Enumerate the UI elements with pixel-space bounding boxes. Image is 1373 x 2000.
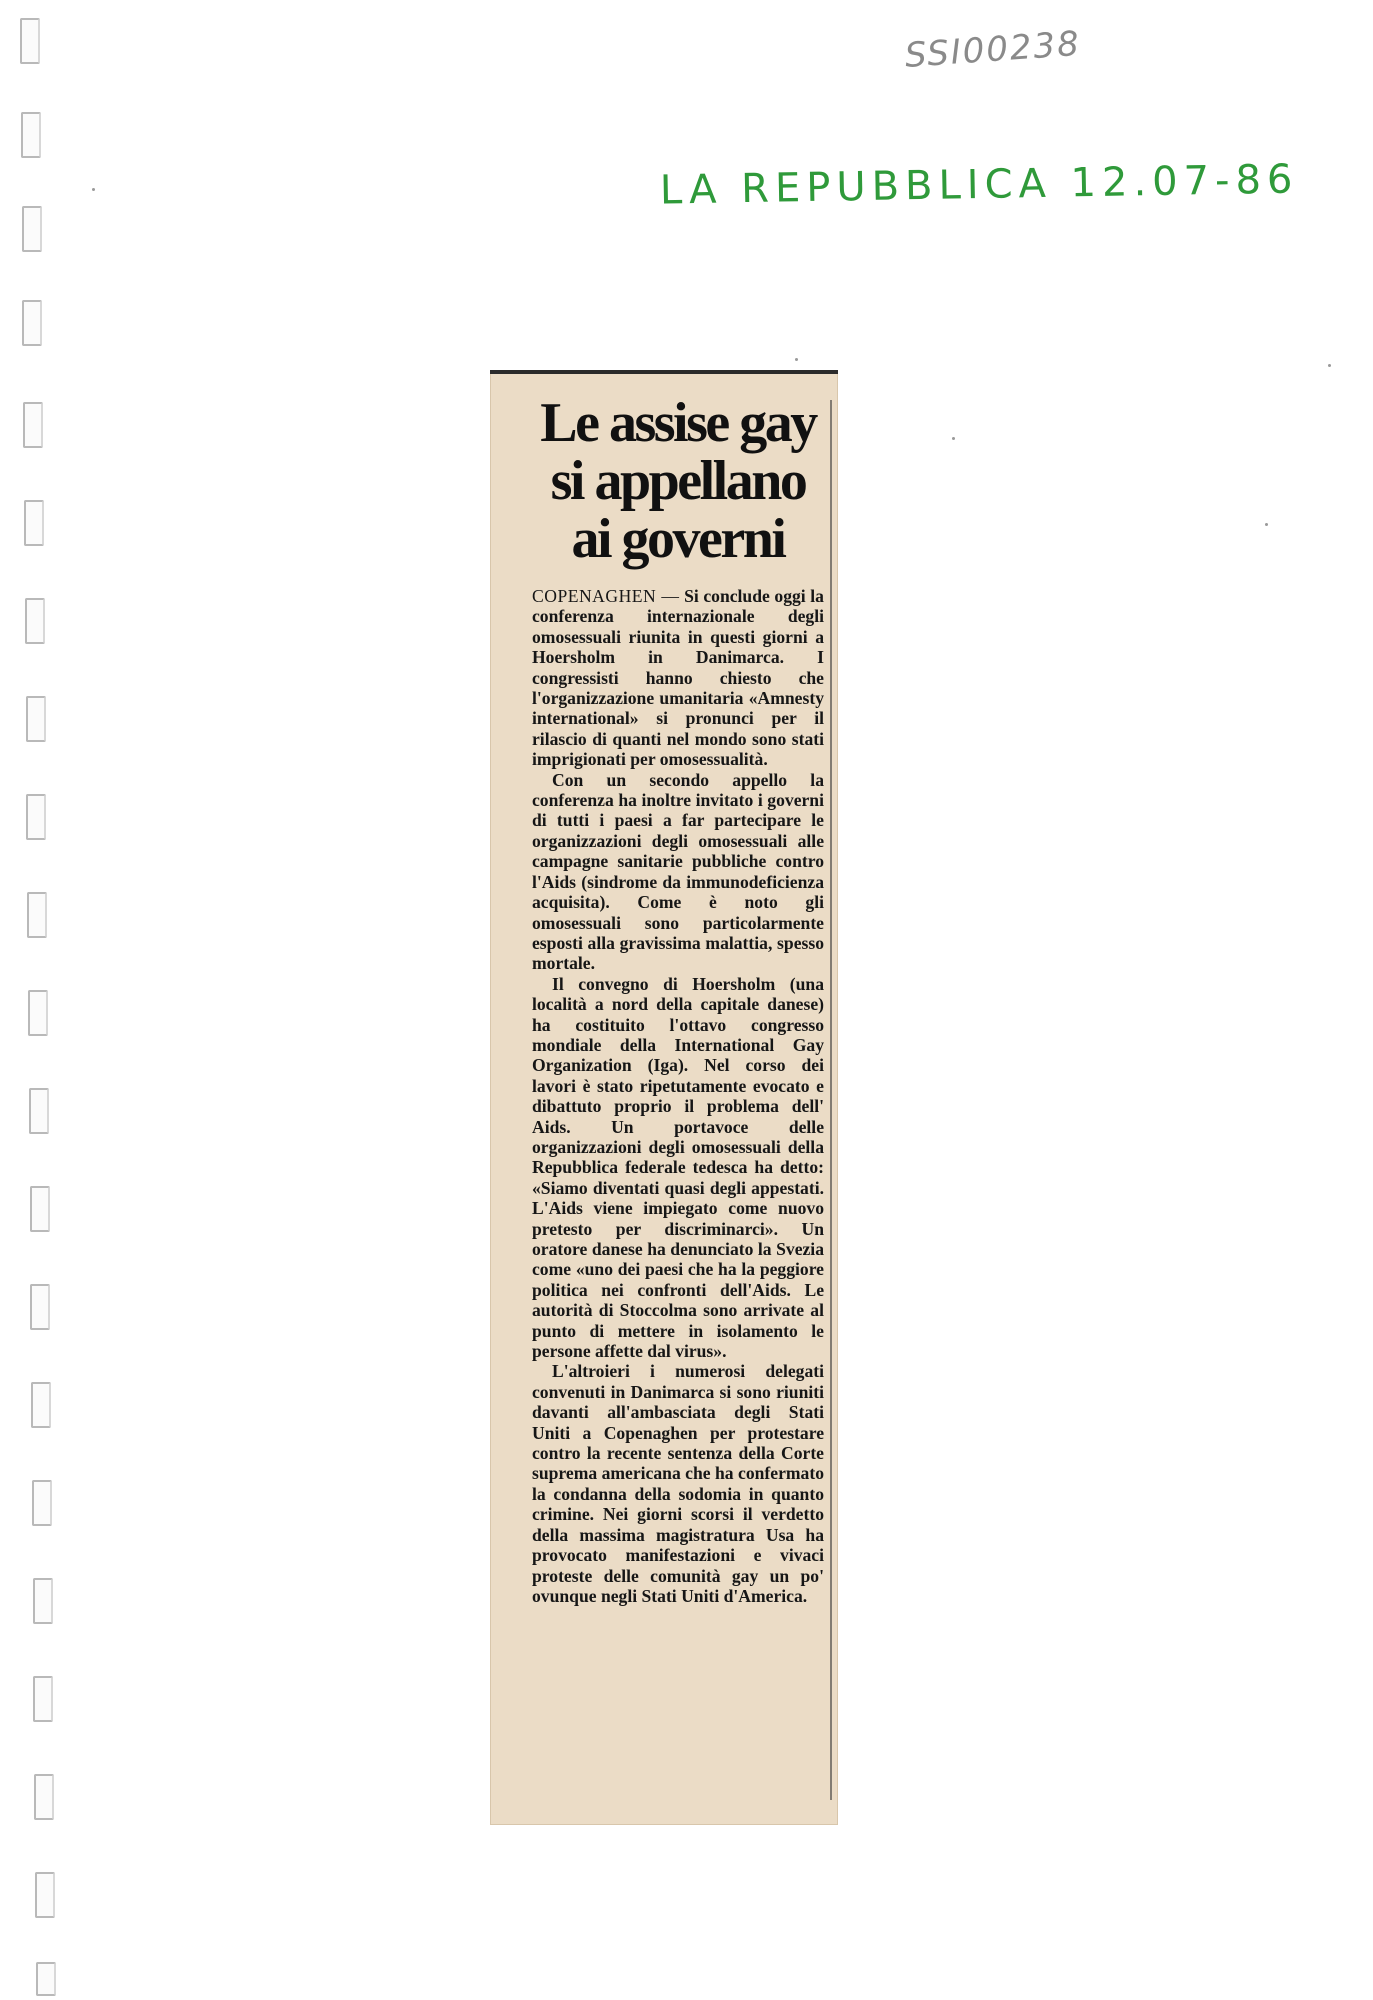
binder-hole [25, 598, 45, 644]
paper-speck [1265, 523, 1268, 526]
archive-code: SSI00238 [903, 23, 1083, 76]
clipping-column-rule [830, 400, 832, 1800]
binder-hole [34, 1774, 54, 1820]
binder-hole [33, 1676, 53, 1722]
clipping-top-rule [490, 370, 838, 374]
binder-hole [24, 500, 44, 546]
binder-hole [23, 402, 43, 448]
binder-hole [21, 112, 41, 158]
headline-line: ai governi [571, 508, 785, 570]
binder-holes [20, 0, 80, 2000]
binder-hole [22, 206, 42, 252]
binder-hole [26, 794, 46, 840]
headline-line: si appellano [550, 450, 806, 512]
binder-hole [30, 1186, 50, 1232]
binder-hole [29, 1088, 49, 1134]
paper-speck [795, 358, 798, 361]
article-paragraph: Con un secondo appello la conferenza ha inoltre invitato i governi di tutti i paesi a far partecipare le organizzazioni degli omosessuali alle campagne sanitarie pubbliche contro l'Aids (sindrome da immunodeficienza acquisita). Come è noto gli omosessuali sono particolarmente esposti alla gravissima malattia, spesso mortale. [532, 769, 824, 974]
binder-hole [31, 1382, 51, 1428]
paper-speck [92, 188, 95, 191]
paragraph-text: Si conclude oggi la conferenza internazionale degli omosessuali riunita in questi giorni a Hoersholm in Danimarca. I congressisti hanno chiesto che l'organizzazione umanitaria «Amnesty international» si pronunci per il rilascio di quanti nel mondo sono stati imprigionati per omosessualità. [532, 586, 824, 770]
newspaper-clipping [490, 370, 838, 1825]
article-paragraph: Il convegno di Hoersholm (una località a nord della capitale danese) ha costituito l'ottavo congresso mondiale della International Gay Organization (Iga). Nel corso dei lavori è stato ripetutamente evocato e dibattuto proprio il problema dell' Aids. Un portavoce delle organizzazioni degli omosessuali della Repubblica federale tedesca ha detto: «Siamo diventati quasi degli appestati. L'Aids viene impiegato come nuovo pretesto per discriminarci». Un oratore danese ha denunciato la Svezia come «uno dei paesi che ha la peggiore politica nei confronti dell'Aids. Le autorità di Stoccolma sono arrivate al punto di mettere in isolamento le persone affette dal virus». [532, 973, 824, 1362]
binder-hole [35, 1872, 55, 1918]
binder-hole [22, 300, 42, 346]
headline-line: Le assise gay [540, 392, 816, 454]
article-dateline: COPENAGHEN — [532, 586, 680, 606]
binder-hole [36, 1962, 56, 1996]
binder-hole [28, 990, 48, 1036]
article-body [532, 586, 824, 1606]
article-paragraph [532, 586, 824, 770]
binder-hole [33, 1578, 53, 1624]
binder-hole [27, 892, 47, 938]
handwritten-source-note: LA REPUBBLICA 12.07-86 [659, 156, 1299, 214]
binder-hole [30, 1284, 50, 1330]
paper-speck [952, 437, 955, 440]
paper-speck [1328, 364, 1331, 367]
article-headline [528, 394, 828, 568]
article-paragraph: L'altroieri i numerosi delegati convenuti in Danimarca si sono riuniti davanti all'ambasciata degli Stati Uniti a Copenaghen per protestare contro la recente sentenza della Corte suprema americana che ha confermato la condanna della sodomia in quanto crimine. Nei giorni scorsi il verdetto della massima magistratura Usa ha provocato manifestazioni e vivaci proteste delle comunità gay un po' ovunque negli Stati Uniti d'America. [532, 1361, 824, 1606]
binder-hole [20, 18, 40, 64]
binder-hole [26, 696, 46, 742]
binder-hole [32, 1480, 52, 1526]
